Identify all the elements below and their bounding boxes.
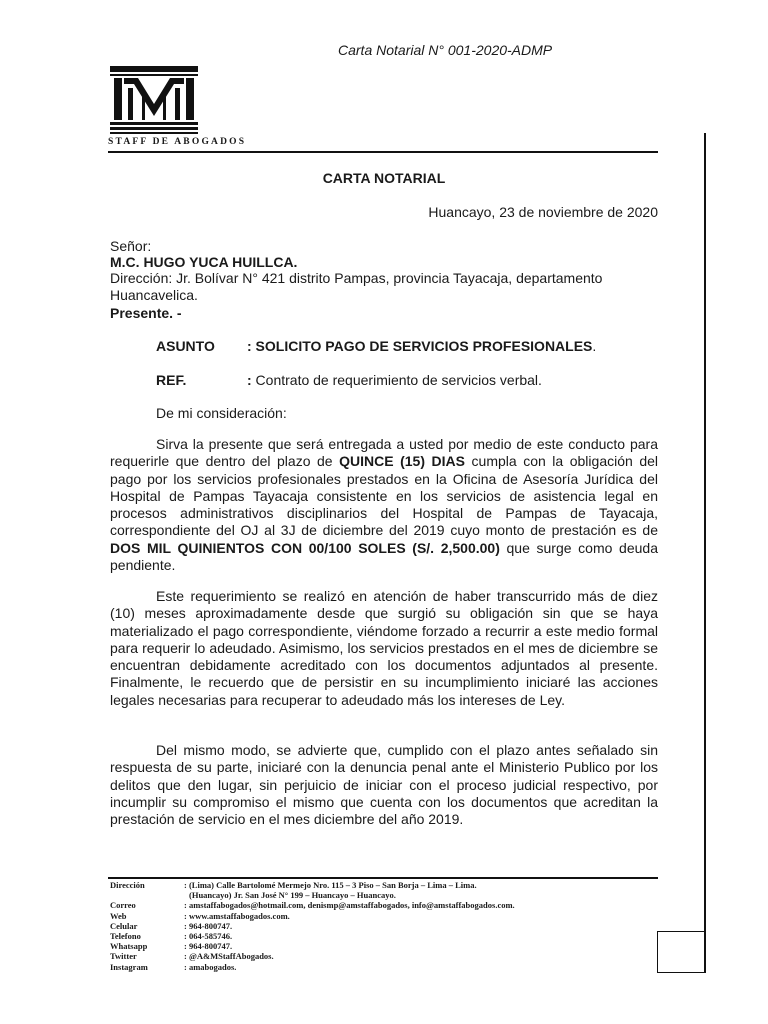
footer-telefono: : 064-585746. bbox=[184, 931, 233, 942]
body-paragraph-1 bbox=[110, 436, 658, 574]
paragraph1-part-a: Sirva la presente que será entregada a usted por medio de este conducto para requerirle que dentro del plazo de bbox=[110, 436, 658, 470]
page-number-box bbox=[657, 931, 705, 973]
ref-description: Contrato de requerimiento de servicios verbal. bbox=[251, 372, 542, 388]
letter-date: Huancayo, 23 de noviembre de 2020 bbox=[428, 204, 658, 220]
paragraph2-text: Este requerimiento se realizó en atención de haber transcurrido más de diez (10) meses aproximadamente desde que surgió su obligación sin que se haya materializado el pago correspondiente, viéndome forzado a recurrir a este medio formal para requerir lo adeudado. Asimismo, los servicios prestados en el mes de diciembre se encuentran debidamente acreditado con los documentos adjuntados al presente. Finalmente, le recuerdo que de persistir en su incumplimiento iniciaré las acciones legales necesarias para recuperar to adeudado más los intereses de Ley. bbox=[110, 588, 658, 708]
footer-whatsapp-label: Whatsapp bbox=[110, 941, 148, 952]
asunto-subject: : SOLICITO PAGO DE SERVICIOS PROFESIONALES bbox=[247, 338, 593, 354]
recipient-name: M.C. HUGO YUCA HUILLCA. bbox=[110, 254, 298, 270]
ref-text bbox=[247, 372, 542, 388]
footer-divider bbox=[108, 877, 658, 879]
footer-correo-label: Correo bbox=[110, 900, 136, 911]
footer-direccion-1: : (Lima) Calle Bartolomé Mermejo Nro. 115 – 3 Piso – San Borja – Lima – Lima. bbox=[184, 880, 477, 890]
document-reference-number: Carta Notarial N° 001-2020-ADMP bbox=[338, 42, 553, 58]
footer-web: : www.amstaffabogados.com. bbox=[184, 910, 290, 921]
presente-line: Presente. - bbox=[110, 305, 182, 321]
salutation: Señor: bbox=[110, 238, 152, 254]
footer-instagram: : amabogados. bbox=[184, 961, 237, 972]
footer-whatsapp: : 964-800747. bbox=[184, 941, 233, 952]
footer-celular: : 964-800747. bbox=[184, 920, 233, 931]
body-paragraph-2 bbox=[110, 588, 658, 709]
contact-footer bbox=[110, 880, 515, 972]
asunto-text bbox=[247, 338, 596, 354]
footer-web-label: Web bbox=[110, 910, 127, 921]
amount-owed: DOS MIL QUINIENTOS CON 00/100 SOLES (S/. 2,500.00) bbox=[110, 539, 500, 556]
ref-colon: : bbox=[247, 372, 252, 388]
logo-wordmark: STAFF DE ABOGADOS bbox=[108, 137, 247, 147]
asunto-label: ASUNTO bbox=[156, 338, 215, 354]
header-divider bbox=[108, 151, 658, 153]
footer-correo: : amstaffabogados@hotmail.com, denismp@amstaffabogados, info@amstaffabogados.com. bbox=[184, 900, 515, 911]
law-firm-logo-icon bbox=[108, 64, 200, 136]
footer-direccion-2: (Huancayo) Jr. San José N° 199 – Huancayo – Huancayo. bbox=[189, 890, 396, 901]
right-margin-line bbox=[704, 133, 706, 973]
footer-twitter: : @A&MStaffAbogados. bbox=[184, 951, 274, 962]
asunto-suffix: . bbox=[592, 338, 597, 354]
paragraph3-text: Del mismo modo, se advierte que, cumplido con el plazo antes señalado sin respuesta de su parte, iniciaré con la denuncia penal ante el Ministerio Publico por los delitos que den lugar, sin perjuicio de iniciar con el proceso judicial respectivo, por incumplir su compromiso el mismo que cuenta con los documentos que acreditan la prestación de servicio en el mes diciembre del año 2019. bbox=[110, 742, 658, 828]
recipient-address: Dirección: Jr. Bolívar N° 421 distrito Pampas, provincia Tayacaja, departamento Huancavelica. bbox=[110, 270, 603, 303]
footer-instagram-label: Instagram bbox=[110, 961, 148, 972]
deadline-days: QUINCE (15) DIAS bbox=[339, 453, 465, 470]
footer-telefono-label: Telefono bbox=[110, 931, 141, 942]
consideration-line: De mi consideración: bbox=[156, 405, 287, 421]
footer-direccion-label: Dirección bbox=[110, 880, 145, 890]
footer-celular-label: Celular bbox=[110, 920, 138, 931]
ref-label: REF. bbox=[156, 372, 187, 388]
paragraph1-part-c: cumpla con la obligación del pago por los servicios profesionales prestados en la Oficina de Asesoría Jurídica del Hospital de Pampas Tayacaja consistente en los servicios de asistencia legal en procesos administrativos disciplinarios del Hospital de Pampas de Tayacaja, correspondiente del OJ al 3J de diciembre del 2019 cuyo monto de prestación es de bbox=[110, 453, 658, 539]
body-paragraph-3 bbox=[110, 742, 658, 828]
document-title: CARTA NOTARIAL bbox=[322, 170, 446, 186]
footer-twitter-label: Twitter bbox=[110, 951, 137, 962]
paragraph1-part-e: que surge como deuda pendiente. bbox=[110, 539, 658, 574]
